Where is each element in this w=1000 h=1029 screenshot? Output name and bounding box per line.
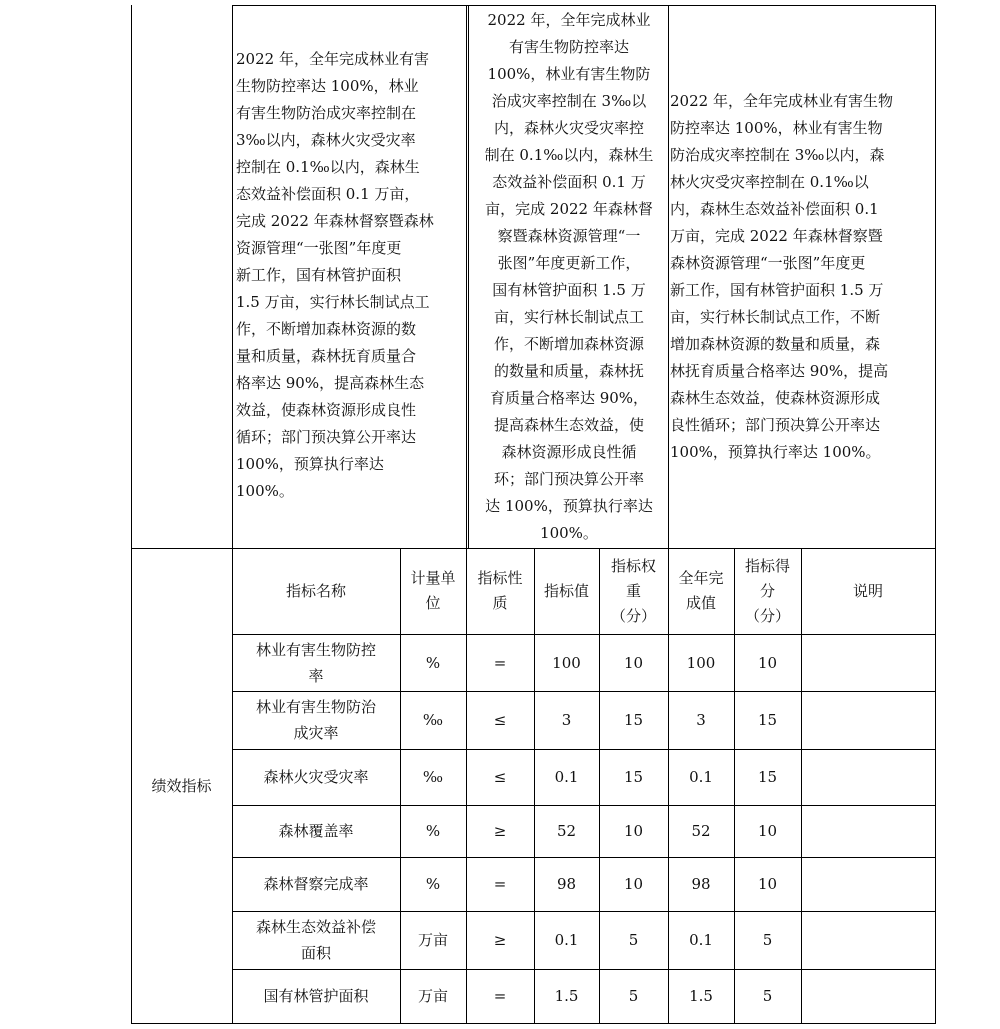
cell-weight: 15 bbox=[623, 711, 644, 729]
target-text-column-c: 2022 年，全年完成林业有害生物 防控率达 100%，林业有害生物 防治成灾率控制在 3‰以内，森 林火灾受灾率控制在 0.1‰以 内，森林生态效益补偿面积 0.1 万亩，完成 2022 年森林督察暨 森林资源管理“一张图”年度更 新工作，国有林管护面积 1.5 万 亩，实行林长制试点工作，不断 增加森林资源的数量和质量，森 林抚育质量合格率达 90%，提高 森林生态效益，使森林资源形成 良性循环；部门预决算公开率达 100%，预算执行率达 100%。 bbox=[670, 92, 893, 461]
grid-line bbox=[668, 5, 669, 1023]
target-text-column-b: 2022 年，全年完成林业 有害生物防控率达 100%，林业有害生物防 治成灾率控制在 3‰以 内，森林火灾受灾率控 制在 0.1‰以内，森林生 态效益补偿面积 0.1 万 亩，完成 2022 年森林督 察暨森林资源管理“一 张图”年度更新工作， 国有林管护面积 1.5 万 亩，实行林长制试点工 作，不断增加森林资源 的数量和质量，森林抚 育质量合格率达 90%， 提高森林生态效益，使 森林资源形成良性循 环；部门预决算公开率 达 100%，预算执行率达 100%。 bbox=[484, 11, 654, 542]
cell-target-value: 0.1 bbox=[554, 931, 579, 949]
cell-indicator-name: 林业有害生物防治 成灾率 bbox=[255, 698, 376, 742]
header-score: 指标得 分 （分） bbox=[744, 556, 790, 625]
cell-note bbox=[801, 805, 935, 857]
cell-target-value: 1.5 bbox=[554, 987, 579, 1005]
cell-note bbox=[801, 911, 935, 969]
grid-line bbox=[400, 548, 401, 1023]
grid-line bbox=[232, 634, 936, 635]
cell-unit: % bbox=[425, 653, 441, 672]
cell-nature: ≥ bbox=[493, 931, 507, 949]
cell-indicator-name: 国有林管护面积 bbox=[263, 987, 369, 1005]
grid-line bbox=[232, 691, 936, 692]
cell-indicator-name: 森林覆盖率 bbox=[278, 822, 354, 840]
row-label-performance-indicators: 绩效指标 bbox=[151, 776, 212, 795]
cell-nature: ≤ bbox=[493, 768, 507, 786]
cell-unit: 万亩 bbox=[417, 931, 448, 949]
cell-weight: 15 bbox=[623, 768, 644, 786]
cell-actual-value: 98 bbox=[691, 875, 711, 893]
cell-actual-value: 100 bbox=[686, 653, 716, 672]
grid-line bbox=[131, 1023, 936, 1024]
cell-indicator-name: 森林生态效益补偿 面积 bbox=[255, 918, 376, 962]
cell-weight: 5 bbox=[628, 931, 639, 949]
cell-unit: 万亩 bbox=[417, 987, 448, 1005]
cell-unit: ‰ bbox=[422, 768, 444, 786]
grid-line bbox=[935, 5, 936, 1023]
cell-weight: 10 bbox=[623, 822, 644, 840]
cell-nature: = bbox=[493, 987, 507, 1005]
target-text-column-a: 2022 年，全年完成林业有害 生物防控率达 100%，林业 有害生物防治成灾率控制在 3‰以内，森林火灾受灾率 控制在 0.1‰以内，森林生 态效益补偿面积 0.1 万亩， 完成 2022 年森林督察暨森林 资源管理“一张图”年度更 新工作，国有林管护面积 1.5 万亩，实行林长制试点工 作，不断增加森林资源的数 量和质量，森林抚育质量合 格率达 90%，提高森林生态 效益，使森林资源形成良性 循环；部门预决算公开率达 100%，预算执行率达 100%。 bbox=[236, 50, 434, 500]
cell-nature: ≥ bbox=[493, 822, 507, 840]
grid-line bbox=[468, 5, 469, 548]
cell-score: 5 bbox=[762, 987, 773, 1005]
header-actual-value: 全年完 成值 bbox=[678, 569, 724, 612]
grid-line bbox=[232, 911, 936, 912]
grid-line bbox=[534, 548, 535, 1023]
cell-unit: % bbox=[425, 822, 441, 840]
cell-target-value: 98 bbox=[556, 875, 577, 893]
cell-nature: = bbox=[493, 653, 507, 672]
cell-actual-value: 52 bbox=[691, 822, 711, 840]
grid-line bbox=[734, 548, 735, 1023]
cell-note bbox=[801, 857, 935, 911]
grid-line bbox=[599, 548, 600, 1023]
header-nature: 指标性 质 bbox=[477, 569, 523, 612]
header-target-value: 指标值 bbox=[543, 581, 589, 600]
header-note: 说明 bbox=[852, 581, 883, 600]
grid-line bbox=[131, 5, 132, 1023]
header-weight: 指标权 重 （分） bbox=[610, 556, 656, 625]
cell-score: 15 bbox=[757, 768, 778, 786]
cell-nature: ≤ bbox=[493, 711, 507, 729]
grid-line bbox=[466, 5, 467, 1023]
cell-unit: ‰ bbox=[422, 711, 444, 729]
grid-line bbox=[232, 857, 936, 858]
cell-score: 15 bbox=[757, 711, 778, 729]
cell-note bbox=[801, 969, 935, 1023]
cell-score: 10 bbox=[757, 875, 778, 893]
cell-indicator-name: 林业有害生物防控 率 bbox=[255, 640, 376, 685]
cell-actual-value: 1.5 bbox=[689, 987, 713, 1005]
grid-line bbox=[232, 969, 936, 970]
cell-note bbox=[801, 749, 935, 805]
cell-actual-value: 3 bbox=[696, 711, 706, 729]
cell-target-value: 52 bbox=[556, 822, 577, 840]
cell-nature: = bbox=[493, 875, 507, 893]
cell-weight: 5 bbox=[628, 987, 639, 1005]
cell-actual-value: 0.1 bbox=[689, 768, 713, 786]
grid-line bbox=[232, 5, 936, 6]
grid-line bbox=[801, 548, 802, 1023]
cell-target-value: 0.1 bbox=[554, 768, 579, 786]
cell-score: 10 bbox=[757, 822, 778, 840]
grid-line bbox=[232, 805, 936, 806]
grid-line bbox=[131, 548, 936, 549]
cell-indicator-name: 森林火灾受灾率 bbox=[263, 768, 369, 786]
cell-note bbox=[801, 691, 935, 749]
header-unit: 计量单 位 bbox=[410, 569, 456, 612]
cell-target-value: 100 bbox=[552, 653, 581, 672]
cell-indicator-name: 森林督察完成率 bbox=[263, 875, 369, 893]
grid-line bbox=[232, 749, 936, 750]
grid-line bbox=[232, 5, 233, 1023]
header-indicator-name: 指标名称 bbox=[285, 581, 346, 600]
cell-target-value: 3 bbox=[561, 711, 572, 729]
cell-score: 10 bbox=[757, 653, 778, 672]
cell-actual-value: 0.1 bbox=[689, 931, 713, 949]
cell-unit: % bbox=[425, 875, 441, 893]
cell-weight: 10 bbox=[623, 875, 644, 893]
cell-weight: 10 bbox=[623, 653, 644, 672]
cell-note bbox=[801, 634, 935, 691]
cell-score: 5 bbox=[762, 931, 773, 949]
